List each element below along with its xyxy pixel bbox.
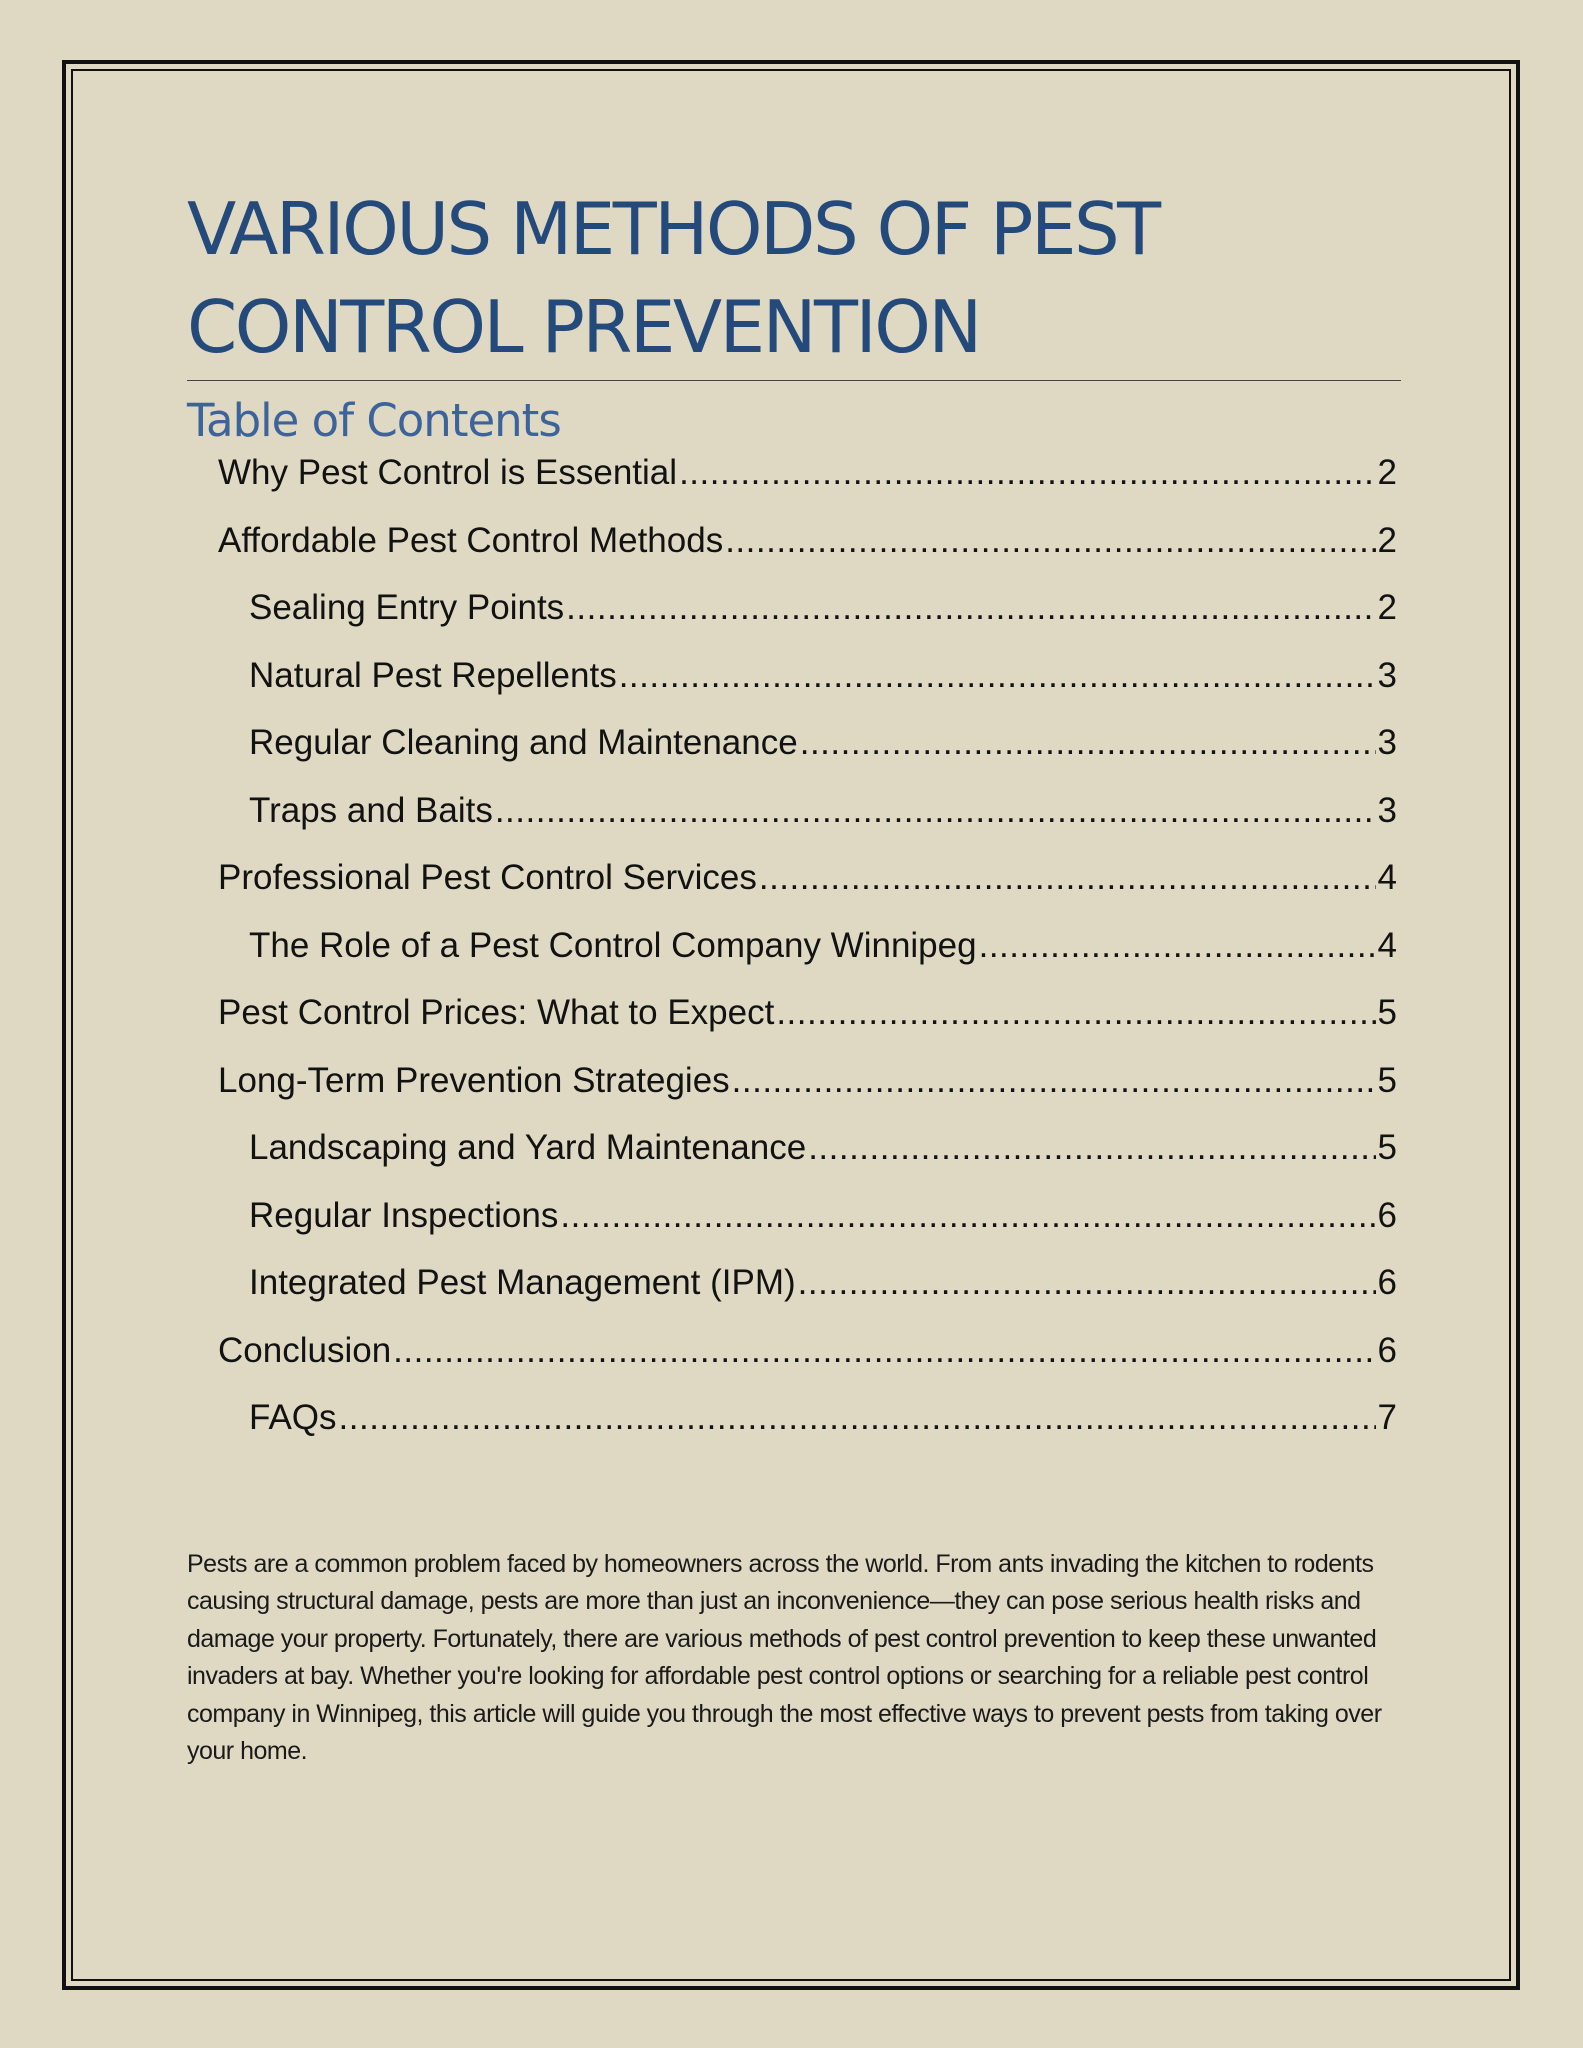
toc-entry[interactable] <box>249 1263 1401 1331</box>
toc-dot-leader <box>798 1263 1376 1303</box>
toc-entry[interactable] <box>218 1331 1401 1399</box>
toc-entry-title: Regular Cleaning and Maintenance <box>249 723 798 762</box>
toc-page-number: 7 <box>1377 1398 1397 1437</box>
document-title <box>187 180 1401 381</box>
toc-entry-title: Conclusion <box>218 1330 392 1370</box>
title-line: VARIOUS METHODS OF PEST <box>187 187 1159 271</box>
toc-dot-leader <box>732 1061 1376 1101</box>
toc-entry[interactable] <box>249 1196 1401 1264</box>
toc-dot-leader <box>725 521 1375 561</box>
toc-entry[interactable] <box>218 993 1401 1061</box>
toc-page-number: 6 <box>1377 1330 1397 1370</box>
toc-page-number: 2 <box>1377 453 1397 492</box>
toc-page-number: 3 <box>1377 723 1397 762</box>
toc-entry[interactable] <box>249 926 1401 994</box>
toc-dot-leader <box>339 1398 1376 1438</box>
toc-entry-title: Traps and Baits <box>249 790 493 830</box>
toc-entry[interactable] <box>218 453 1401 521</box>
toc-dot-leader <box>759 858 1376 898</box>
toc-entry-title: Long-Term Prevention Strategies <box>218 1060 730 1100</box>
toc-page-number: 3 <box>1377 655 1397 695</box>
toc-page-number: 4 <box>1377 858 1397 897</box>
toc-entry-title: Regular Inspections <box>249 1195 559 1235</box>
toc-dot-leader <box>800 723 1376 763</box>
toc-page-number: 5 <box>1377 1128 1397 1167</box>
toc-entry[interactable] <box>249 791 1401 859</box>
toc-page-number: 5 <box>1377 993 1397 1032</box>
toc-entry-title: Why Pest Control is Essential <box>218 453 678 492</box>
toc-entry-title: Integrated Pest Management (IPM) <box>249 1263 796 1302</box>
toc-dot-leader <box>560 1196 1375 1236</box>
document-page <box>187 180 1401 1771</box>
toc-page-number: 2 <box>1377 588 1397 627</box>
toc-page-number: 5 <box>1377 1060 1397 1100</box>
title-line: CONTROL PREVENTION <box>187 285 980 369</box>
toc-dot-leader <box>495 791 1376 831</box>
toc-dot-leader <box>808 1128 1375 1168</box>
toc-page-number: 2 <box>1377 520 1397 560</box>
toc-dot-leader <box>679 453 1375 493</box>
toc-page-number: 6 <box>1377 1195 1397 1235</box>
intro-paragraph: Pests are a common problem faced by homeowners across the world. From ants invading the kitchen to rodents causing structural damage, pests are more than just an inconvenience—they can pose serious health risks and damage your property. Fortunately, there are various methods of pest control prevention to keep these unwanted invaders at bay. Whether you're looking for affordable pest control options or searching for a reliable pest control company in Winnipeg, this article will guide you through the most effective ways to prevent pests from taking over your home. <box>187 1549 1382 1765</box>
toc-dot-leader <box>979 926 1376 966</box>
toc-entry[interactable] <box>249 588 1401 656</box>
toc-entry[interactable] <box>218 1061 1401 1129</box>
table-of-contents <box>187 453 1401 1466</box>
toc-entry[interactable] <box>249 656 1401 724</box>
toc-entry[interactable] <box>218 521 1401 589</box>
toc-entry[interactable] <box>218 858 1401 926</box>
toc-entry-title: The Role of a Pest Control Company Winnipeg <box>249 925 977 965</box>
toc-dot-leader <box>393 1331 1375 1371</box>
toc-entry-title: Landscaping and Yard Maintenance <box>249 1128 807 1167</box>
toc-dot-leader <box>566 588 1375 628</box>
toc-page-number: 3 <box>1377 790 1397 830</box>
toc-page-number: 4 <box>1377 925 1397 965</box>
toc-dot-leader <box>619 656 1376 696</box>
toc-page-number: 6 <box>1377 1263 1397 1302</box>
toc-entry-title: Professional Pest Control Services <box>218 858 757 897</box>
toc-entry-title: Sealing Entry Points <box>249 588 565 627</box>
toc-entry-title: Affordable Pest Control Methods <box>218 520 724 560</box>
toc-heading: Table of Contents <box>187 394 561 447</box>
toc-entry-title: Pest Control Prices: What to Expect <box>218 993 775 1032</box>
toc-entry[interactable] <box>249 1128 1401 1196</box>
toc-dot-leader <box>776 993 1375 1033</box>
toc-entry[interactable] <box>249 1398 1401 1466</box>
toc-entry-title: Natural Pest Repellents <box>249 655 617 695</box>
toc-entry-title: FAQs <box>249 1398 337 1437</box>
toc-entry[interactable] <box>249 723 1401 791</box>
